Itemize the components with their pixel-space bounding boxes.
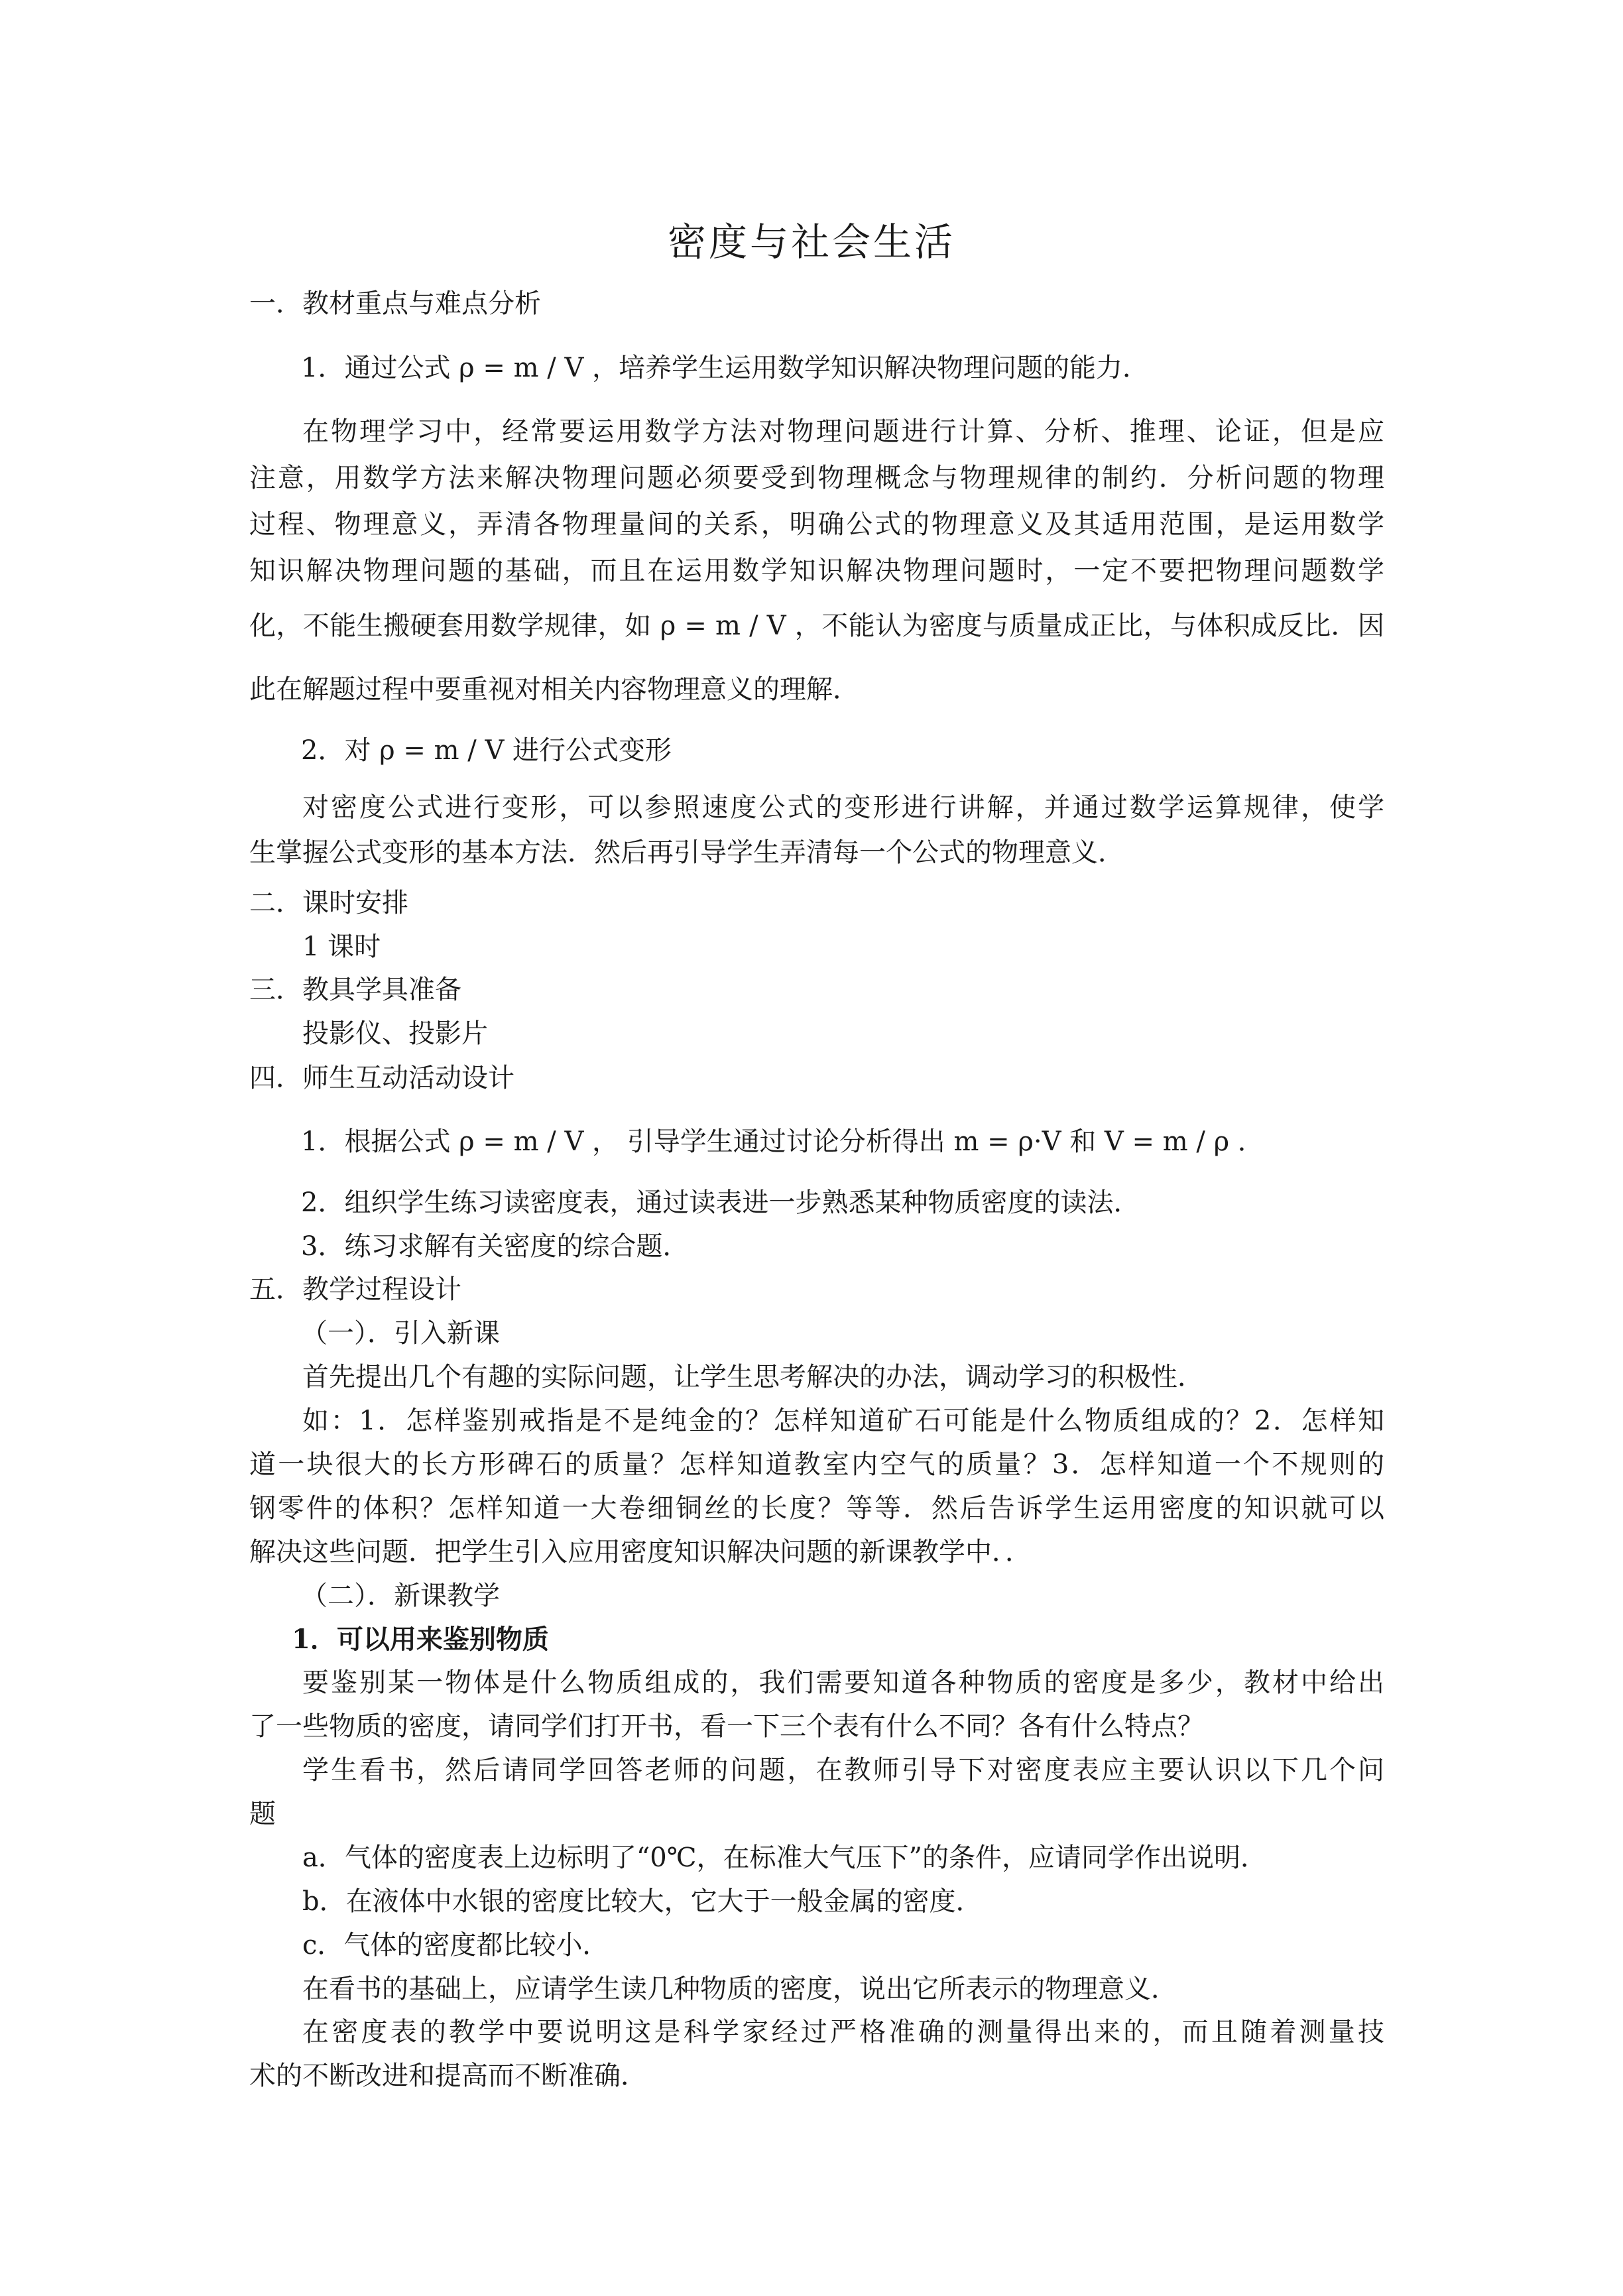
point-a: a．气体的密度表上边标明了“0℃，在标准大气压下”的条件，应请同学作出说明．: [302, 1843, 1267, 1873]
paragraph-line: 钢零件的体积？怎样知道一大卷细铜丝的长度？等等．然后告诉学生运用密度的知识就可以: [249, 1493, 1384, 1524]
section-1-paragraph-2: [249, 785, 1384, 875]
section-4-item-2: 2．组织学生练习读密度表，通过读表进一步熟悉某种物质密度的读法．: [301, 1187, 1140, 1218]
section-heading-5: 五．教学过程设计: [249, 1274, 461, 1305]
section-2-text: 1 课时: [302, 932, 381, 962]
paragraph-line: 学生看书，然后请同学回答老师的问题，在教师引导下对密度表应主要认识以下几个问: [302, 1755, 1384, 1785]
section-heading-2: 二．课时安排: [249, 888, 408, 918]
paragraph-line: 如：1．怎样鉴别戒指是不是纯金的？怎样知道矿石可能是什么物质组成的？2．怎样知: [302, 1406, 1384, 1436]
subsection-2-paragraph-3: 在看书的基础上，应请学生读几种物质的密度，说出它所表示的物理意义．: [302, 1974, 1177, 2004]
subsection-2-item-1: 1．可以用来鉴别物质: [292, 1624, 549, 1655]
subsection-1-paragraph-1: 首先提出几个有趣的实际问题，让学生思考解决的办法，调动学习的积极性．: [302, 1362, 1204, 1392]
section-1-paragraph-1: [249, 408, 1384, 721]
paragraph-line: 解决这些问题．把学生引入应用密度知识解决问题的新课教学中．．: [249, 1537, 1032, 1567]
paragraph-line: 了一些物质的密度，请同学们打开书，看一下三个表有什么不同？各有什么特点？: [249, 1711, 1204, 1742]
paragraph-line: 过程、物理意义，弄清各物理量间的关系，明确公式的物理意义及其适用范围，是运用数学: [249, 509, 1384, 540]
section-heading-3: 三．教具学具准备: [249, 975, 461, 1005]
section-1-item-2: 2．对 ρ = m / V 进行公式变形: [301, 735, 672, 766]
page-title: 密度与社会生活: [667, 219, 955, 265]
paragraph-line: 题: [249, 1799, 276, 1829]
subsection-2-paragraph-2: [249, 1748, 1384, 1836]
paragraph-line: 化，不能生搬硬套用数学规律，如 ρ = m / V ，不能认为密度与质量成正比，与体积成反比．因: [249, 611, 1384, 641]
paragraph-line: 术的不断改进和提高而不断准确．: [249, 2061, 647, 2091]
subsection-heading-1: （一）．引入新课: [301, 1318, 500, 1349]
paragraph-line: 道一块很大的长方形碑石的质量？怎样知道教室内空气的质量？3．怎样知道一个不规则的: [249, 1449, 1384, 1480]
paragraph-line: 要鉴别某一物体是什么物质组成的，我们需要知道各种物质的密度是多少，教材中给出: [302, 1667, 1384, 1698]
subsection-heading-2: （二）．新课教学: [301, 1581, 500, 1611]
paragraph-line: 在密度表的教学中要说明这是科学家经过严格准确的测量得出来的，而且随着测量技: [302, 2017, 1384, 2047]
paragraph-line: 注意，用数学方法来解决物理问题必须要受到物理概念与物理规律的制约．分析问题的物理: [249, 463, 1384, 493]
section-1-item-1: 1．通过公式 ρ = m / V ，培养学生运用数学知识解决物理问题的能力．: [301, 353, 1150, 383]
subsection-2-paragraph-4: [249, 2010, 1384, 2098]
subsection-2-paragraph-1: [249, 1661, 1384, 1748]
paragraph-line: 在物理学习中，经常要运用数学方法对物理问题进行计算、分析、推理、论证，但是应: [302, 416, 1384, 447]
paragraph-line: 此在解题过程中要重视对相关内容物理意义的理解．: [249, 674, 859, 705]
paragraph-line: 生掌握公式变形的基本方法．然后再引导学生弄清每一个公式的物理意义．: [249, 837, 1124, 868]
paragraph-line: 对密度公式进行变形，可以参照速度公式的变形进行讲解，并通过数学运算规律，使学: [302, 792, 1384, 823]
section-4-item-3: 3．练习求解有关密度的综合题．: [301, 1231, 690, 1262]
point-c: c．气体的密度都比较小．: [302, 1930, 609, 1961]
subsection-1-paragraph-2: [249, 1399, 1384, 1574]
section-heading-4: 四．师生互动活动设计: [249, 1063, 514, 1093]
point-b: b．在液体中水银的密度比较大，它大于一般金属的密度．: [302, 1886, 983, 1917]
section-4-item-1: 1．根据公式 ρ = m / V ， 引导学生通过讨论分析得出 m = ρ·V 和 V = m / ρ ．: [301, 1126, 1264, 1157]
paragraph-line: 知识解决物理问题的基础，而且在运用数学知识解决物理问题时，一定不要把物理问题数学: [249, 556, 1384, 586]
section-heading-1: 一．教材重点与难点分析: [249, 288, 541, 319]
section-3-text: 投影仪、投影片: [302, 1018, 488, 1049]
